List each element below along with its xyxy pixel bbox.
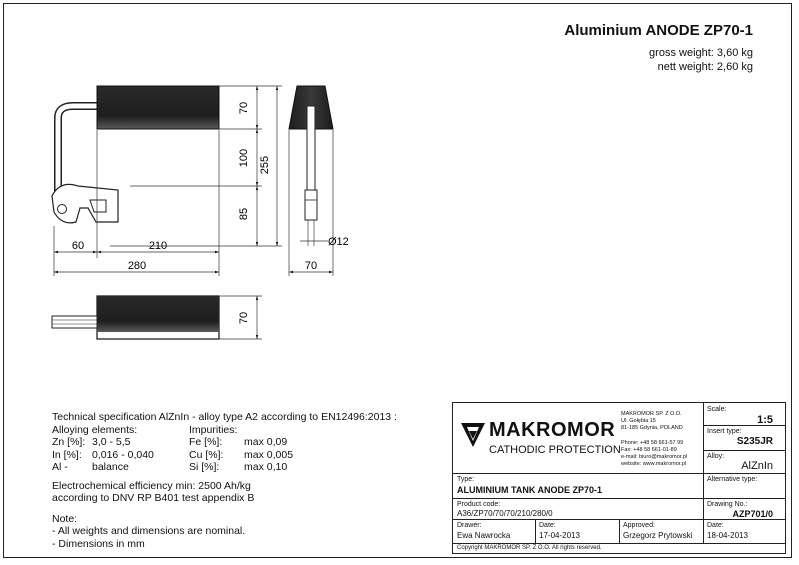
dim-280: 280 [127,260,147,272]
spec-row: Al - balance Si [%]: max 0,10 [52,461,288,473]
approved-value: Grzegorz Prytowski [623,531,693,540]
date-drawn-label: Date: [539,522,556,529]
alloying-header: Alloying elements: [52,423,138,436]
insert-type-label: Insert type: [707,428,742,435]
dim-210: 210 [148,240,168,252]
alternative-type-label: Alternative type: [707,476,758,483]
efficiency-line-2: according to DNV RP B401 test appendix B [52,492,255,504]
copyright: Copyright MAKROMOR SP. Z O.O. All rights reserved. [457,545,602,551]
brand-subtitle: CATHODIC PROTECTION [489,444,621,456]
date-approved-value: 18-04-2013 [707,531,748,540]
insert-type-value: S235JR [736,436,773,447]
spec-row: Zn [%]: 3,0 - 5,5 Fe [%]: max 0,09 [52,436,288,448]
company-info: MAKROMOR SP. Z O.O. Ul. Gołębia 15 81-185 Gdynia, POLAND Phone: +48 58 661-57 99 Fax: +48 58 661-01-89 e-mail: biuro@makromor.pl website: www.makromor.pl [621,411,688,467]
scale-label: Scale: [707,406,727,413]
dim-255: 255 [259,155,271,175]
dim-diameter-12: Ø12 [328,236,349,248]
dim-60: 60 [71,240,85,252]
date-approved-label: Date: [707,522,724,529]
brand-name: MAKROMOR [489,419,616,441]
front-view [52,86,219,223]
dim-85: 85 [238,207,250,221]
scale-value: 1:5 [757,414,773,426]
drawing-no-value: AZP701/0 [732,509,773,519]
note-line-2: - Dimensions in mm [52,537,145,550]
drawer-value: Ewa Nawrocka [457,531,511,540]
makromor-logo-icon [459,419,487,449]
note-line-1: - All weights and dimensions are nominal. [52,525,246,537]
spec-row: In [%]: 0,016 - 0,040 Cu [%]: max 0,005 [52,448,294,461]
dim-70-bottom: 70 [238,311,250,325]
title-block [452,402,786,554]
dim-100: 100 [238,148,250,168]
product-code-label: Product code: [457,501,501,508]
type-label: Type: [457,476,475,483]
alloy-label: Alloy: [707,453,725,460]
gross-weight: gross weight: 3,60 kg [649,47,753,59]
drawing-no-label: Drawing No.: [707,501,748,508]
efficiency-line-1: Electrochemical efficiency min: 2500 Ah/kg [52,479,251,492]
drawing-title: Aluminium ANODE ZP70-1 [564,22,753,39]
top-view [52,296,219,339]
date-drawn-value: 17-04-2013 [539,531,580,540]
drawer-label: Drawer: [457,522,482,529]
dim-70-side: 70 [304,260,318,272]
technical-specification [52,411,432,550]
dim-70-top: 70 [238,101,250,115]
spec-title: Technical specification AlZnIn - alloy type A2 according to EN12496:2013 : [52,411,397,423]
product-code-value: A36/ZP70/70/70/210/280/0 [457,509,553,518]
approved-label: Approved: [623,522,655,529]
side-view [289,86,333,246]
nett-weight: nett weight: 2,60 kg [657,61,753,73]
note-header: Note: [52,512,78,525]
alloy-value: AlZnIn [741,460,773,472]
impurities-header: Impurities: [189,423,238,436]
type-value: ALUMINIUM TANK ANODE ZP70-1 [457,485,603,495]
